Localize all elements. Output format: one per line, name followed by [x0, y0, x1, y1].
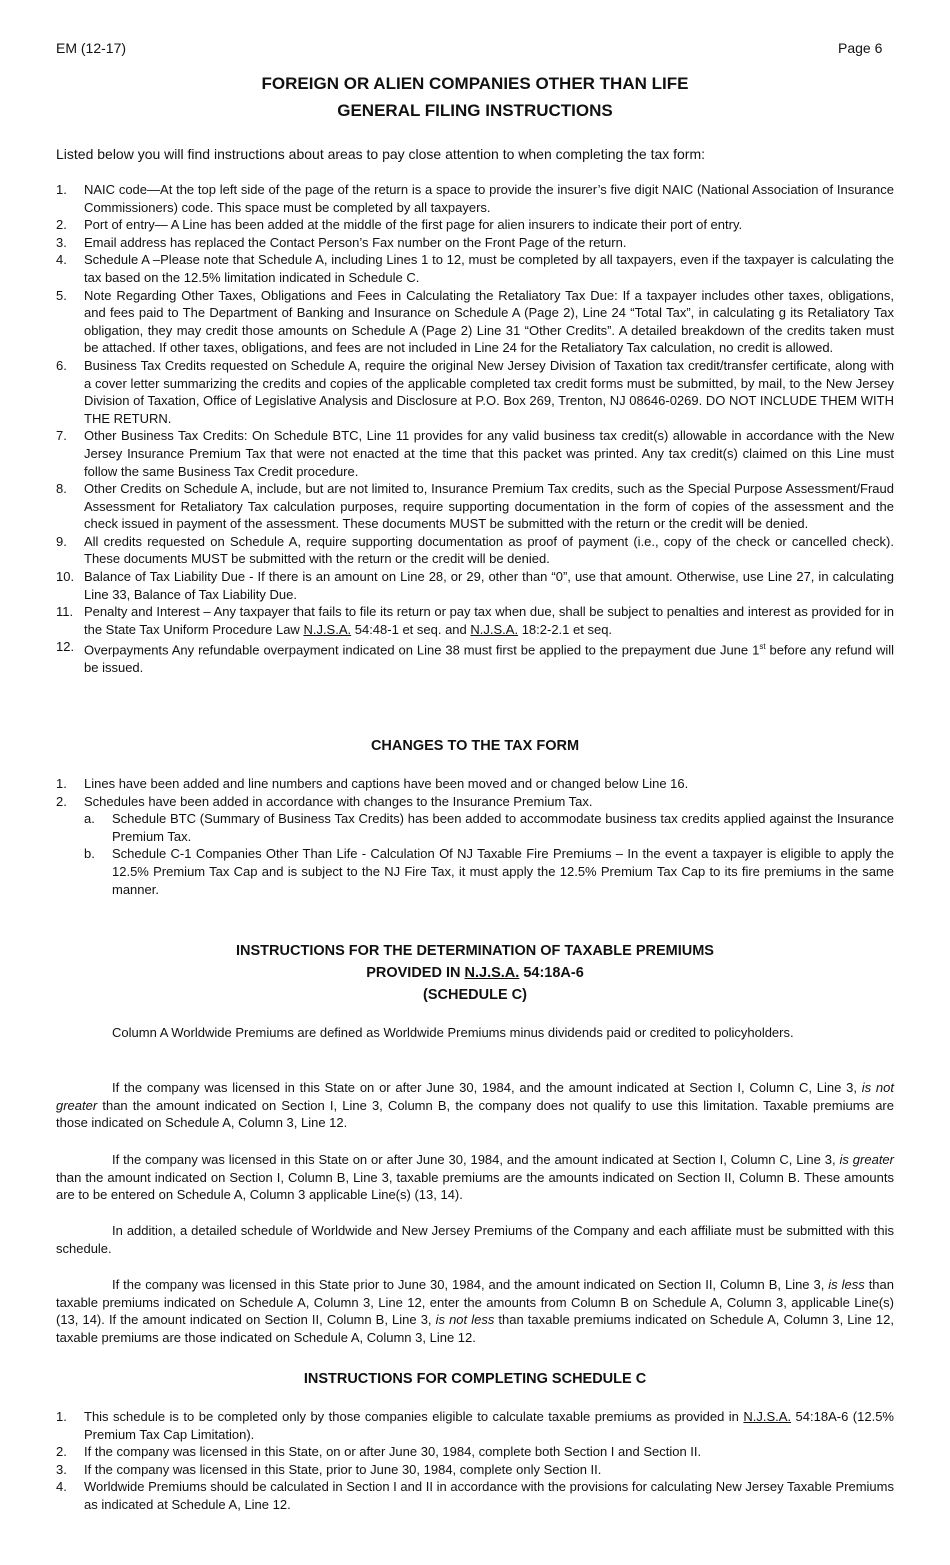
list-item: 8. Other Credits on Schedule A, include, but are not limited to, Insurance Premium Tax credits, such as the Special Purpose Assessment/Fraud Assessment for Retaliatory Tax calculation purposes, require supporting documentation in the form of copies of the assessment and the check issued in payment of the assessment. These documents MUST be submitted with the return or the credit will be denied.	[56, 481, 894, 532]
determination-heading-line2: PROVIDED IN N.J.S.A. 54:18A-6	[366, 965, 584, 981]
list-item: 2. Port of entry— A Line has been added at the middle of the first page for alien insurers to indicate their port of entry.	[56, 217, 743, 233]
schedule-c-list	[56, 1408, 894, 1514]
list-item: 1. This schedule is to be completed only by those companies eligible to calculate taxable premiums as provided in N.J.S.A. 54:18A-6 (12.5% Premium Tax Cap Limitation).	[56, 1409, 894, 1442]
list-item: 2. Schedules have been added in accordance with changes to the Insurance Premium Tax. a. Schedule BTC (Summary of Business Tax Credits) has been added to accommodate business tax credits applied against the Insurance Premium Tax. b. Schedule C-1 Companies Other Than Life - Calculation Of NJ Taxable Fire Premiums – In the event a taxpayer is eligible to apply the 12.5% Premium Tax Cap and is subject to the NJ Fire Tax, it must apply the 12.5% Premium Tax Cap to its fire premiums in the same manner.	[56, 793, 894, 897]
list-item: 1. Lines have been added and line numbers and captions have been moved and or changed below Line 16.	[56, 776, 689, 791]
list-item: b. Schedule C-1 Companies Other Than Life - Calculation Of NJ Taxable Fire Premiums – In the event a taxpayer is eligible to apply the 12.5% Premium Tax Cap and is subject to the NJ Fire Tax, it must apply the 12.5% Premium Tax Cap to its fire premiums in the same manner.	[84, 846, 894, 897]
list-item: 1. NAIC code—At the top left side of the page of the return is a space to provide the insurer’s five digit NAIC (National Association of Insurance Commissioners) code. This space must be completed by all taxpayers.	[56, 182, 894, 215]
list-item: 2. If the company was licensed in this State, on or after June 30, 1984, complete both Section I and Section II.	[56, 1444, 702, 1460]
list-item: 11. Penalty and Interest – Any taxpayer that fails to file its return or pay tax when due, shall be subject to penalties and interest as provided for in the State Tax Uniform Procedure Law N.J.S.A. 54:48-1 et seq. and N.J.S.A. 18:2-2.1 et seq.	[56, 604, 894, 637]
paragraph: If the company was licensed in this State on or after June 30, 1984, and the amount indicated at Section I, Column C, Line 3, is greater than the amount indicated on Section I, Column B, Line 3, taxable premiums are the amounts indicated on Section II, Column B. These amounts are to be entered on Schedule A, Column 3 applicable Line(s) (13, 14).	[56, 1152, 894, 1203]
page-title: FOREIGN OR ALIEN COMPANIES OTHER THAN LIFE	[261, 74, 689, 93]
schedule-c-heading: INSTRUCTIONS FOR COMPLETING SCHEDULE C	[303, 1371, 647, 1387]
paragraph: Column A Worldwide Premiums are defined as Worldwide Premiums minus dividends paid or credited to policyholders.	[112, 1025, 794, 1040]
determination-heading-line3: (SCHEDULE C)	[423, 987, 527, 1003]
list-item: 10. Balance of Tax Liability Due - If there is an amount on Line 28, or 29, other than “0”, use that amount. Otherwise, use Line 27, in calculating Line 33, Balance of Tax Liability Due.	[56, 569, 894, 602]
list-item: 5. Note Regarding Other Taxes, Obligations and Fees in Calculating the Retaliatory Tax Due: If a taxpayer includes other taxes, obligations, and fees paid to The Department of Banking and Insurance on Schedule A (Page 2), Line 24 “Total Tax”, in calculating g its Retaliatory Tax obligation, they may credit those amounts on Schedule A (Page 2) Line 31 “Other Credits”. A detailed breakdown of the credits taken must be attached. If other taxes, obligations, and fees are not included in Line 24 for the Retaliatory Tax calculation, no credit is allowed.	[56, 287, 894, 356]
list-item: 9. All credits requested on Schedule A, require supporting documentation as proof of payment (i.e., copy of the check or cancelled check). These documents MUST be submitted with the return or the credit will be denied.	[56, 533, 894, 567]
intro-text: Listed below you will find instructions about areas to pay close attention to when completing the tax form:	[56, 146, 706, 162]
list-item: 4. Worldwide Premiums should be calculated in Section I and II in accordance with the provisions for calculating New Jersey Taxable Premiums as indicated at Schedule A, Line 12.	[56, 1479, 894, 1512]
list-item: a. Schedule BTC (Summary of Business Tax Credits) has been added to accommodate business tax credits applied against the Insurance Premium Tax.	[84, 811, 894, 844]
changes-heading: CHANGES TO THE TAX FORM	[370, 738, 580, 754]
determination-heading: INSTRUCTIONS FOR THE DETERMINATION OF TAXABLE PREMIUMS	[236, 943, 714, 959]
statute-reference: N.J.S.A.	[743, 1409, 792, 1424]
paragraph: If the company was licensed in this State on or after June 30, 1984, and the amount indicated at Section I, Column C, Line 3, is not greater than the amount indicated on Section I, Line 3, Column B, the company does not qualify to use this limitation. Taxable premiums are those indicated on Schedule A, Column 3, Line 12.	[56, 1080, 895, 1131]
filing-instructions-list	[56, 181, 894, 677]
form-id: EM (12-17)	[56, 40, 127, 56]
list-item: 3. If the company was licensed in this State, prior to June 30, 1984, complete only Section II.	[56, 1461, 602, 1477]
list-item: 3. Email address has replaced the Contact Person’s Fax number on the Front Page of the return.	[56, 234, 627, 250]
statute-reference: N.J.S.A.	[470, 621, 519, 637]
paragraph: If the company was licensed in this State prior to June 30, 1984, and the amount indicated on Section II, Column B, Line 3, is less than taxable premiums indicated on Schedule A, Column 3, Line 12, enter the amounts from Column B on Schedule A, Column 3, applicable Line(s) (13, 14). If the amount indicated on Section II, Column B, Line 3, is not less than taxable premiums indicated on Schedule A, Column 3, Line 12, taxable premiums are those indicated on Schedule A, Column 3, Line 12.	[56, 1277, 895, 1345]
list-item: 7. Other Business Tax Credits: On Schedule BTC, Line 11 provides for any valid business tax credit(s) allowable in accordance with the New Jersey Insurance Premium Tax that were not enacted at the time that this packet was printed. Any tax credit(s) claimed on this Line must follow the same Business Tax Credit procedure.	[56, 428, 894, 479]
changes-sublist	[84, 810, 894, 898]
list-item: 6. Business Tax Credits requested on Schedule A, require the original New Jersey Division of Taxation tax credit/transfer certificate, along with a cover letter summarizing the credits and copies of the applicable completed tax credit forms must be submitted, by mail, to the New Jersey Division of Taxation, Office of Legislative Analysis and Disclosure at P.O. Box 269, Trenton, NJ 08646-0269. DO NOT INCLUDE THEM WITH THE RETURN.	[56, 357, 894, 426]
changes-list	[56, 775, 894, 898]
page-subtitle: GENERAL FILING INSTRUCTIONS	[337, 101, 613, 120]
list-item: 4. Schedule A –Please note that Schedule A, including Lines 1 to 12, must be completed by all taxpayers, even if the taxpayer is calculating the tax based on the 12.5% limitation indicated in Schedule C.	[56, 252, 894, 285]
list-item: 12. Overpayments Any refundable overpayment indicated on Line 38 must first be applied to the prepayment due June 1st before any refund will be issued.	[56, 639, 894, 676]
statute-reference: N.J.S.A.	[303, 621, 352, 637]
page-number: Page 6	[838, 40, 883, 56]
paragraph: In addition, a detailed schedule of Worldwide and New Jersey Premiums of the Company and each affiliate must be submitted with this schedule.	[56, 1223, 894, 1256]
statute-reference: N.J.S.A.	[464, 965, 520, 981]
